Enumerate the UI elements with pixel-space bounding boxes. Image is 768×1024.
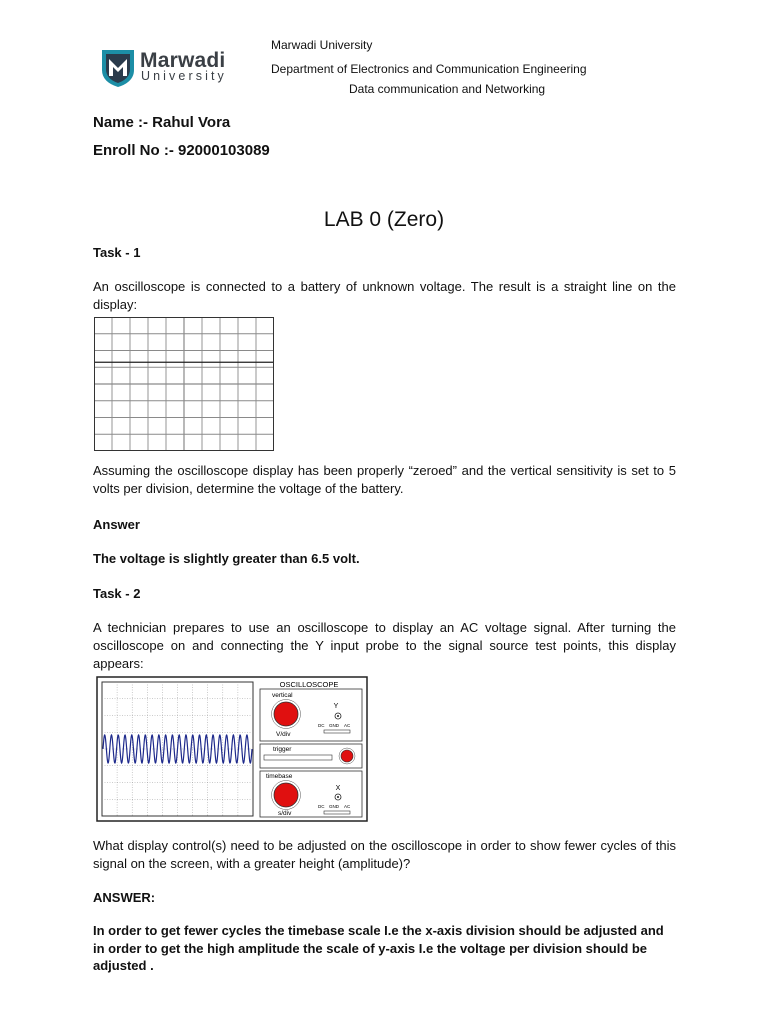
task1-answer: The voltage is slightly greater than 6.5 volt. (93, 551, 360, 566)
university-name: Marwadi University (271, 38, 373, 52)
trigger-knob (341, 750, 353, 762)
x-ac-label: AC (344, 804, 351, 809)
student-name: Name :- Rahul Vora (93, 114, 231, 131)
y-coupling-switch (324, 730, 350, 733)
sdiv-label: s/div (278, 810, 292, 817)
trigger-slider (264, 755, 332, 760)
task1-followup: Assuming the oscilloscope display has been properly “zeroed” and the vertical sensitivity is set to 5 volts per division, determine the voltage of the battery. (93, 463, 676, 496)
vdiv-label: V/div (276, 731, 291, 738)
y-dc-label: DC (318, 723, 325, 728)
task1-answer-heading: Answer (93, 517, 140, 532)
x-dc-label: DC (318, 804, 325, 809)
department-name: Department of Electronics and Communication Engineering (271, 62, 587, 76)
timebase-label: timebase (266, 773, 293, 780)
task2-question: A technician prepares to use an oscilloscope to display an AC voltage signal. After turning the oscilloscope on and connecting the Y input probe to the signal source test points, this display appears: (93, 620, 676, 671)
vertical-label: vertical (272, 692, 293, 699)
y-gnd-label: GND (329, 723, 339, 728)
task2-heading: Task - 2 (93, 586, 141, 601)
vdiv-knob (274, 702, 298, 726)
x-gnd-label: GND (329, 804, 339, 809)
scope-title: OSCILLOSCOPE (279, 680, 339, 689)
x-coupling-switch (324, 811, 350, 814)
logo-wordmark: Marwadi (140, 49, 226, 72)
task2-answer: In order to get fewer cycles the timebase scale I.e the x-axis division should be adjusted and in order to get the high amplitude the scale of y-axis I.e the voltage per division should be adjusted . (93, 923, 664, 973)
task2-answer-heading: ANSWER: (93, 890, 156, 905)
task1-question: An oscilloscope is connected to a battery of unknown voltage. The result is a straight line on the display: (93, 279, 676, 312)
course-name: Data communication and Networking (349, 82, 546, 96)
page-title: LAB 0 (Zero) (323, 208, 445, 231)
oscilloscope-panel-figure (96, 676, 368, 822)
sdiv-knob (274, 783, 298, 807)
task2-followup: What display control(s) need to be adjusted on the oscilloscope in order to show fewer cycles of this signal on the screen, with a greater height (amplitude)? (93, 838, 676, 871)
logo-subtext: University (141, 69, 227, 83)
task1-heading: Task - 1 (93, 245, 141, 260)
x-input-label: X (335, 785, 341, 792)
y-input-label: Y (333, 703, 339, 710)
trigger-label: trigger (273, 746, 292, 753)
oscilloscope-grid-figure (94, 317, 274, 451)
y-ac-label: AC (344, 723, 351, 728)
enroll-number: Enroll No :- 92000103089 (93, 142, 270, 159)
